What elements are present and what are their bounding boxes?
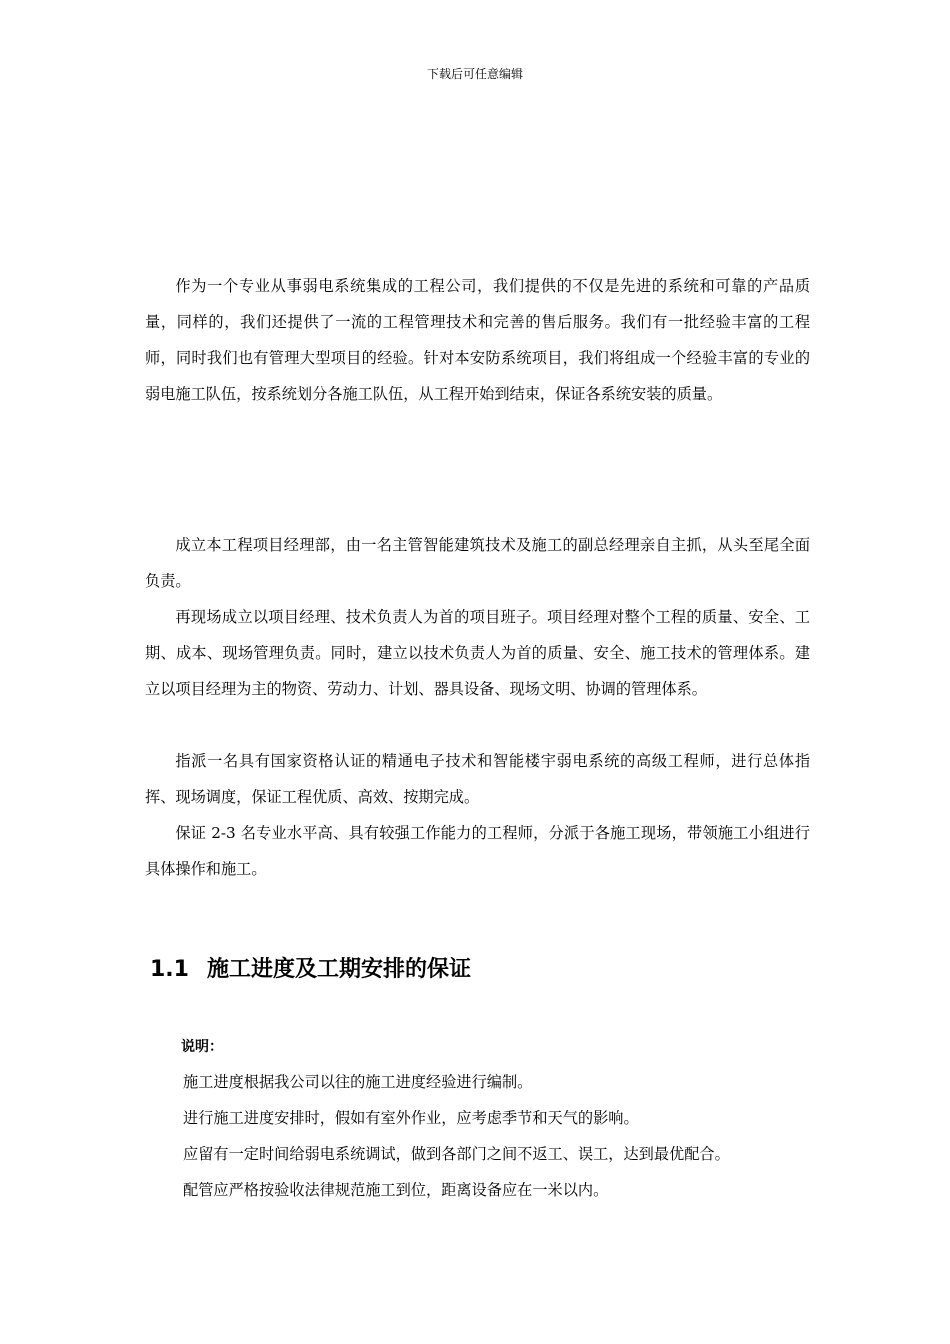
section-number: 1.1 [150, 957, 189, 982]
note-list [183, 1064, 730, 1208]
body-paragraph-intro: 作为一个专业从事弱电系统集成的工程公司，我们提供的不仅是先进的系统和可靠的产品质量，同样的，我们还提供了一流的工程管理技术和完善的售后服务。我们有一批经验丰富的工程师，同时我们也有管理大型项目的经验。针对本安防系统项目，我们将组成一个经验丰富的专业的弱电施工队伍，按系统划分各施工队伍，从工程开始到结束，保证各系统安装的质量。 [145, 277, 810, 403]
body-paragraph-project-department: 成立本工程项目经理部，由一名主管智能建筑技术及施工的副总经理亲自主抓，从头至尾全面负责。 [145, 536, 810, 590]
note-item: 进行施工进度安排时，假如有室外作业，应考虑季节和天气的影响。 [183, 1109, 639, 1127]
page-header: 下载后可任意编辑 [426, 67, 523, 81]
section-heading [150, 950, 471, 990]
body-paragraph-engineers: 保证 2-3 名专业水平高、具有较强工作能力的工程师，分派于各施工现场，带领施工小组进行具体操作和施工。 [145, 824, 810, 878]
note-item: 应留有一定时间给弱电系统调试，做到各部门之间不返工、误工，达到最优配合。 [183, 1145, 730, 1163]
note-item: 配管应严格按验收法律规范施工到位，距离设备应在一米以内。 [183, 1181, 609, 1199]
note-item: 施工进度根据我公司以往的施工进度经验进行编制。 [183, 1073, 533, 1091]
note-label: 说明： [181, 1039, 223, 1055]
body-paragraph-project-team: 再现场成立以项目经理、技术负责人为首的项目班子。项目经理对整个工程的质量、安全、工期、成本、现场管理负责。同时，建立以技术负责人为首的质量、安全、施工技术的管理体系。建立以项目经理为主的物资、劳动力、计划、器具设备、现场文明、协调的管理体系。 [145, 608, 810, 698]
body-paragraph-senior-engineer: 指派一名具有国家资格认证的精通电子技术和智能楼宇弱电系统的高级工程师，进行总体指挥、现场调度，保证工程优质、高效、按期完成。 [145, 752, 810, 806]
section-title: 施工进度及工期安排的保证 [206, 957, 471, 982]
